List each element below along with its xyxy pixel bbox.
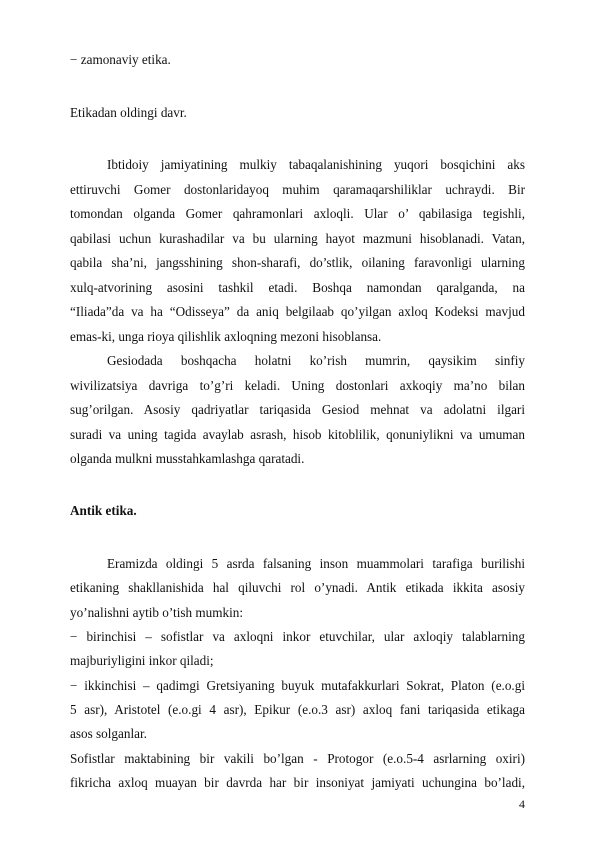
list-item: 5 asr), Aristotel (e.o.gi 4 asr), Epikur (e.o.3 asr) axloq fani tariqasida etikaga — [70, 702, 525, 717]
paragraph-line: etikaning shakllanishida hal qiluvchi rol o’ynadi. Antik etikada ikkita asosiy — [70, 580, 525, 595]
paragraph-line: qabila sha’ni, jangsshining shon-sharafi, do’stlik, oilaning faravonligi ularning — [70, 255, 525, 270]
section-heading: Etikadan oldingi davr. — [70, 105, 187, 120]
section-heading: Antik etika. — [70, 503, 137, 518]
list-item: − birinchisi – sofistlar va axloqni inkor etuvchilar, ular axloqiy talablarning — [70, 629, 525, 644]
paragraph-line: suradi va uning tagida avaylab asrash, hisob kitoblilik, qonuniylikni va umuman — [70, 427, 525, 442]
paragraph-line: emas-ki, unga rioya qilishlik axloqning mezoni hisoblansa. — [70, 329, 382, 344]
paragraph-line: Ibtidoiy jamiyatining mulkiy tabaqalanishining yuqori bosqichini aks — [107, 157, 525, 172]
paragraph-line: yo’nalishni aytib o’tish mumkin: — [70, 605, 244, 620]
paragraph-line: qabilasi uchun kurashadilar va bu ularning hayot mazmuni hisoblanadi. Vatan, — [70, 231, 525, 246]
list-item: majburiyligini inkor qiladi; — [70, 653, 214, 668]
paragraph-line: Eramizda oldingi 5 asrda falsaning inson muammolari tarafiga burilishi — [107, 556, 525, 571]
paragraph-line: olganda mulkni musstahkamlashga qaratadi. — [70, 451, 305, 466]
list-item: − ikkinchisi – qadimgi Gretsiyaning buyuk mutafakkurlari Sokrat, Platon (e.o.gi — [70, 678, 525, 693]
paragraph-line: tomondan olganda Gomer qahramonlari axloqli. Ular o’ qabilasiga tegishli, — [70, 206, 525, 221]
paragraph-line: ettiruvchi Gomer dostonlaridayoq muhim qaramaqarshiliklar uchraydi. Bir — [70, 182, 525, 197]
paragraph-line: fikricha axloq muayan bir davrda har bir insoniyat jamiyati uchungina bo’ladi, — [70, 775, 525, 790]
paragraph-line: “Iliada”da va ha “Odisseya” da aniq belgilaab qo’yilgan axloq Kodeksi mavjud — [70, 304, 525, 319]
list-item: asos solganlar. — [70, 726, 147, 741]
list-item: − zamonaviy etika. — [70, 52, 171, 67]
page-number: 4 — [519, 797, 525, 811]
paragraph-line: Sofistlar maktabining bir vakili bo’lgan - Protogor (e.o.5-4 asrlarning oxiri) — [70, 751, 525, 766]
paragraph-line: sug’orilgan. Asosiy qadriyatlar tariqasida Gesiod mehnat va adolatni ilgari — [70, 402, 525, 417]
paragraph-line: Gesiodada boshqacha holatni ko’rish mumrin, qaysikim sinfiy — [107, 353, 525, 368]
paragraph-line: wivilizatsiya davriga to’g’ri keladi. Uning dostonlari axkoqiy ma’no bilan — [70, 378, 525, 393]
paragraph-line: xulq-atvorining asosini tashkil etadi. Boshqa namondan qaralganda, na — [70, 280, 525, 295]
